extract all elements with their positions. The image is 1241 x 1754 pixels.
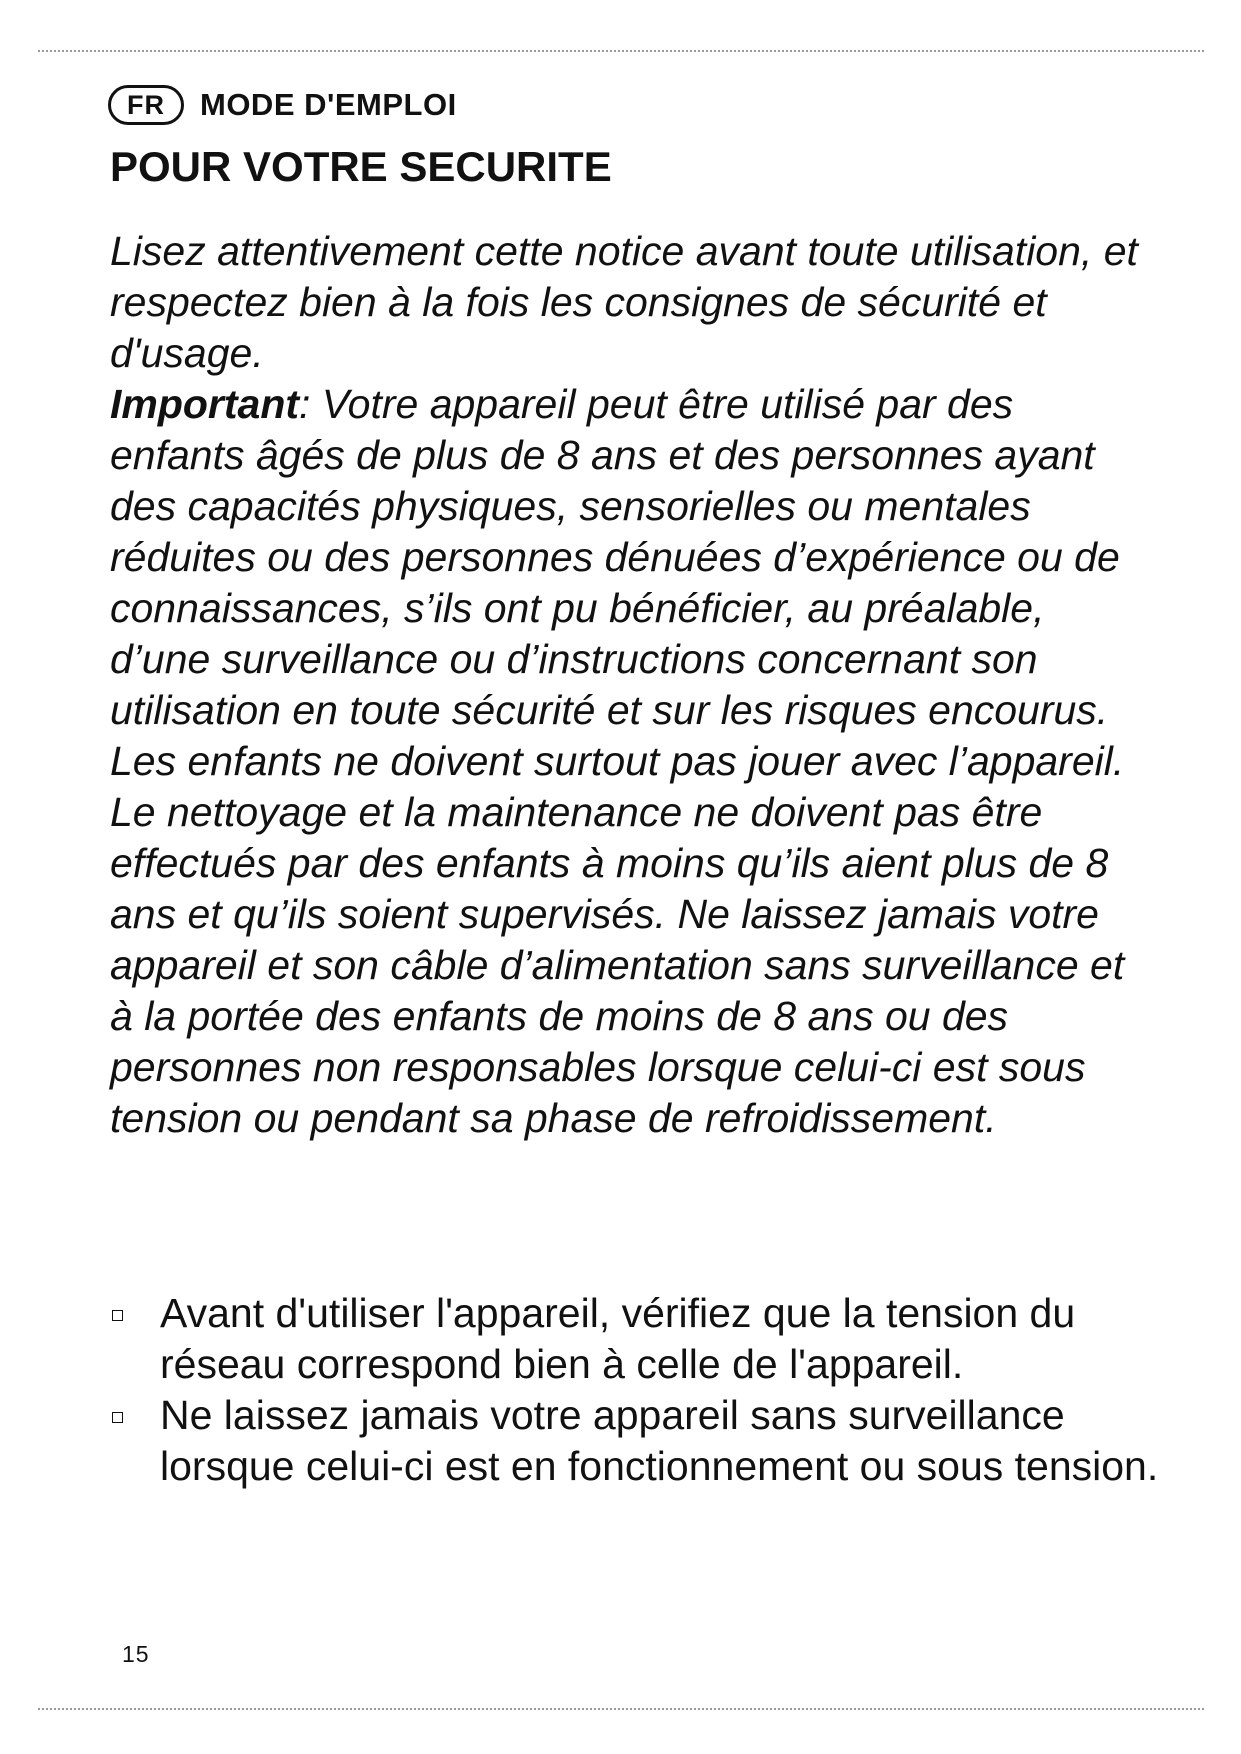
bottom-dotted-rule: [38, 1708, 1204, 1710]
page-header: [108, 82, 457, 128]
safety-paragraph: [110, 226, 1150, 1144]
list-item: [110, 1288, 1160, 1390]
list-item: [110, 1390, 1160, 1492]
safety-bullet-list: [110, 1288, 1160, 1492]
language-badge: FR: [108, 85, 184, 125]
important-label: Important: [110, 381, 300, 427]
checkbox-bullet-icon: [112, 1310, 123, 1321]
intro-text: Lisez attentivement cette notice avant toute utilisation, et respectez bien à la fois les consignes de sécurité et d'usage.: [110, 228, 1138, 376]
important-text: : Votre appareil peut être utilisé par des enfants âgés de plus de 8 ans et des personnes ayant des capacités physiques, sensorielles ou mentales réduites ou des personnes dénuées d’expérience ou de connaissances, s’ils ont pu bénéficier, au préalable, d’une surveillance ou d’instructions concernant son utilisation en toute sécurité et sur les risques encourus. Les enfants ne doivent surtout pas jouer avec l’appareil. Le nettoyage et la maintenance ne doivent pas être effectués par des enfants à moins qu’ils aient plus de 8 ans et qu’ils soient supervisés. Ne laissez jamais votre appareil et son câble d’alimentation sans surveillance et à la portée des enfants de moins de 8 ans ou des personnes non responsables lorsque celui-ci est sous tension ou pendant sa phase de refroidissement.: [110, 381, 1125, 1141]
page-number: 15: [122, 1641, 150, 1667]
list-item-text: Ne laissez jamais votre appareil sans surveillance lorsque celui-ci est en fonctionnement ou sous tension.: [160, 1392, 1159, 1489]
section-title: POUR VOTRE SECURITE: [110, 143, 612, 190]
top-dotted-rule: [38, 50, 1204, 52]
header-title: MODE D'EMPLOI: [200, 87, 457, 122]
list-item-text: Avant d'utiliser l'appareil, vérifiez que la tension du réseau correspond bien à celle de l'appareil.: [160, 1290, 1076, 1387]
checkbox-bullet-icon: [112, 1412, 123, 1423]
